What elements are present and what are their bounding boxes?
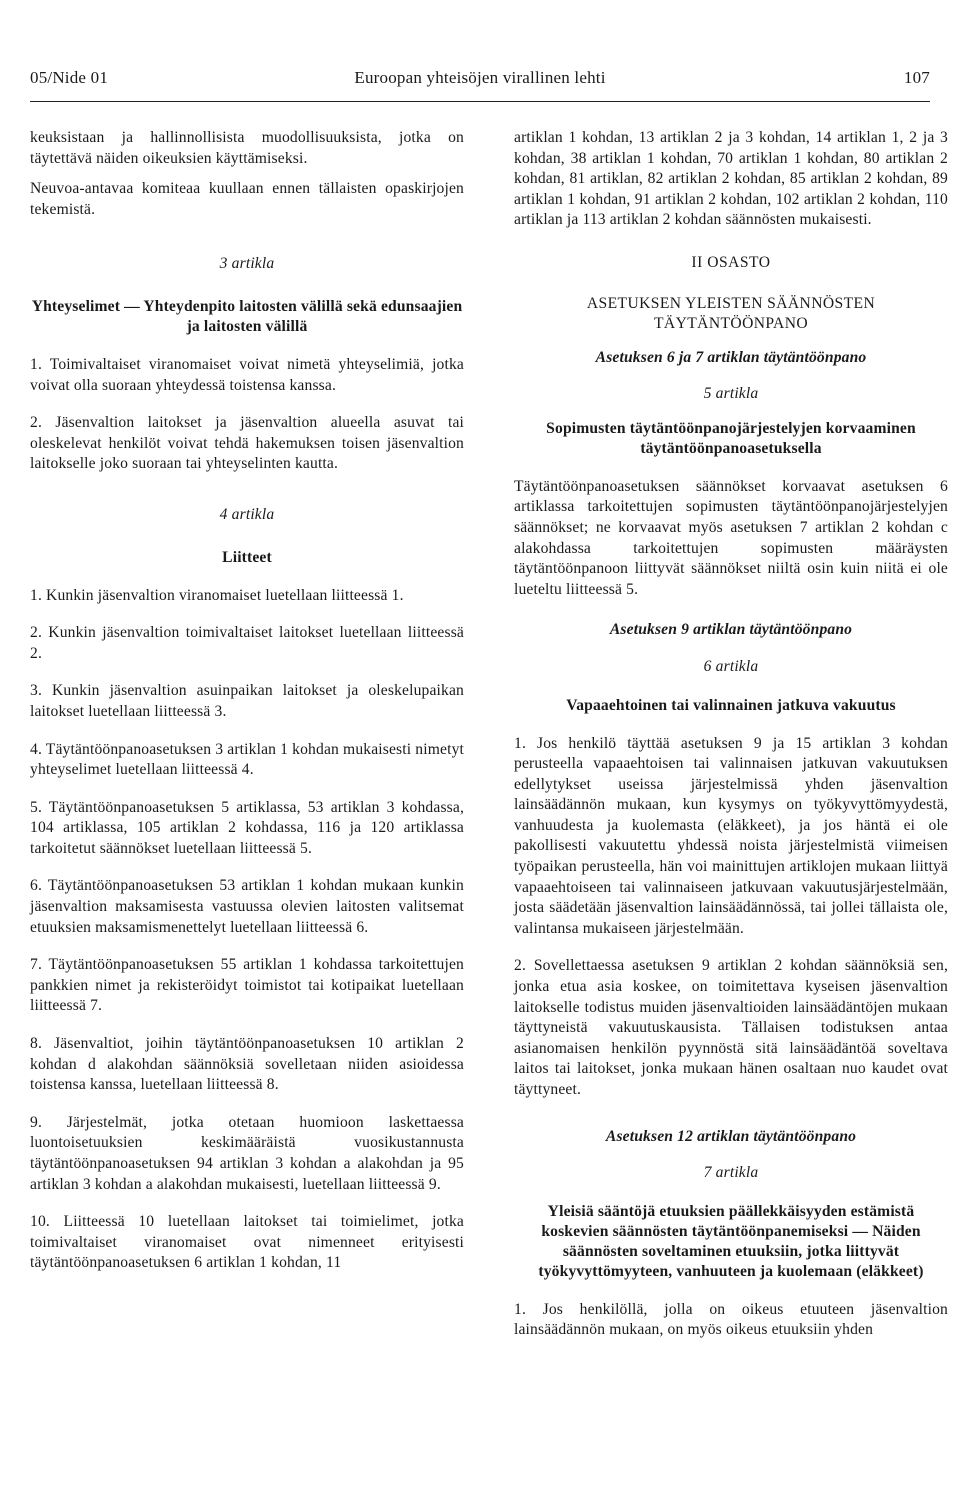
right-column: [514, 128, 948, 1358]
article-3-title: Yhteyselimet — Yhteydenpito laitosten välillä sekä edunsaajien ja laitosten välillä: [31, 297, 463, 335]
volume-number: 05/Nide 01: [30, 68, 109, 87]
article-6-title: Vapaaehtoinen tai valinnainen jatkuva vakuutus: [566, 696, 896, 714]
article-6-heading: 6 artikla: [703, 657, 759, 675]
section-heading-1: Asetuksen 6 ja 7 artiklan täytäntöönpano: [595, 348, 867, 366]
article-4-paragraph-1: 1. Kunkin jäsenvaltion viranomaiset luetellaan liitteessä 1.: [30, 586, 404, 604]
article-3-heading: 3 artikla: [219, 255, 275, 273]
article-3-paragraph-2: 2. Jäsenvaltion laitokset ja jäsenvaltion alueella asuvat tai oleskelevat henkilöt voivat tehdä hakemuksen toisen jäsenvaltion laitokselle joko suoraan tai yhteyselinten kautta.: [30, 414, 464, 473]
left-column: [30, 128, 464, 1291]
page-number: 107: [903, 68, 930, 87]
part-title-line-1: ASETUKSEN YLEISTEN SÄÄNNÖSTEN: [586, 294, 876, 312]
article-6-paragraph-2: 2. Sovellettaessa asetuksen 9 artiklan 2 kohdan säännöksiä sen, jonka etua asia koskee, on toimitettava kyseisen jäsenvaltion laitokselle todistus muiden jäsenvaltioiden lainsäädäntöjen mukaan täyttyneistä vakuutuskausista. Tällaisen todistuksen antaa asianomaisen henkilön pyynnöstä sitä lainsäädäntöä soveltava laitos tai laitokset, jonka mukaan hänen osaltaan nuo kaudet ovat täyttyneet.: [514, 957, 948, 1098]
article-5-paragraph: Täytäntöönpanoasetuksen säännökset korvaavat asetuksen 6 artiklassa tarkoitettujen sopimusten täytäntöönpanojärjestelyjen säännökset; ne korvaavat myös asetuksen 7 artiklan 2 kohdan c alakohdassa tarkoitettujen sopimusten määräysten täytäntöönpanoon liittyvät säännökset niiltä osin kuin niitä ei ole lueteltu liitteessä 5.: [514, 477, 948, 598]
article-3-paragraph-1: 1. Toimivaltaiset viranomaiset voivat nimetä yhteyselimiä, jotka voivat olla suoraan yhteydessä toistensa kanssa.: [30, 355, 464, 394]
article-4-paragraph-10: 10. Liitteessä 10 luetellaan laitokset tai toimielimet, jotka toimivaltaiset viranomaiset ovat nimenneet erityisesti täytäntöönpanoasetuksen 6 artiklan 1 kohdan, 11: [30, 1213, 464, 1272]
article-6-paragraph-1: 1. Jos henkilö täyttää asetuksen 9 ja 15 artiklan 3 kohdan perusteella vapaaehtoisen tai valinnaisen jatkuvan vakuutuksen edellytykset useissa järjestelmissä yhden jäsenvaltion lainsäädännön mukaan, kun kysymys on työkyvyttömyydestä, vanhuudesta ja kuolemasta (eläkkeet), ja jos häntä ei ole pakollisesti vakuutettu yhdessä noista järjestelmistä viimeisen työpaikan perusteella, hän voi mainittujen artiklojen mukaan liittyä vapaaehtoiseen tai valinnaiseen jatkuvaan vakuutusjärjestelmään, josta säädetään jäsenvaltion lainsäädännössä, tai jollei tällaista ole, valintansa mukaiseen järjestelmään.: [514, 734, 948, 937]
article-4-title: Liitteet: [222, 548, 272, 566]
article-4-paragraph-2: 2. Kunkin jäsenvaltion toimivaltaiset laitokset luetellaan liitteessä 2.: [30, 624, 464, 662]
article-7-paragraph-1: 1. Jos henkilöllä, jolla on oikeus etuuteen jäsenvaltion lainsäädännön mukaan, on myös oikeus etuuksiin yhden: [514, 1300, 948, 1339]
section-heading-3: Asetuksen 12 artiklan täytäntöönpano: [605, 1127, 857, 1145]
part-title: [514, 294, 948, 334]
article-4-paragraph-8: 8. Jäsenvaltiot, joihin täytäntöönpanoasetuksen 10 artiklan 2 kohdan d alakohdan säännöksiä sovelletaan niiden asioidessa toistensa kanssa, luetellaan liitteessä 8.: [30, 1035, 464, 1094]
intro-paragraph: keuksistaan ja hallinnollisista muodollisuuksista, jotka on täytettävä näiden oikeuksien käyttämiseksi.: [30, 129, 464, 167]
article-4-heading: 4 artikla: [219, 505, 275, 523]
journal-title: Euroopan yhteisöjen virallinen lehti: [354, 68, 606, 87]
article-4-paragraph-6: 6. Täytäntöönpanoasetuksen 53 artiklan 1 kohdan mukaan kunkin jäsenvaltion maksamisesta vastuussa olevien laitosten valitsemat etuuksien maksamismenettelyt luetellaan liitteessä 6.: [30, 877, 464, 936]
article-4-paragraph-9: 9. Järjestelmät, jotka otetaan huomioon laskettaessa luontoisetuuksien keskimääräistä vuosikustannusta täytäntöönpanoasetuksen 94 artiklan 3 kohdan a alakohdan ja 95 artiklan 3 kohdan a alakohdan mukaisesti, luetellaan liitteessä 9.: [30, 1113, 464, 1193]
article-7-title: Yleisiä sääntöjä etuuksien päällekkäisyyden estämistä koskevien säännösten täytäntöönpanemiseksi — Näiden säännösten soveltaminen etuuksiin, jotka liittyvät työkyvyttömyyteen, vanhuuteen ja kuolemaan (eläkkeet): [538, 1202, 924, 1280]
article-7-heading: 7 artikla: [703, 1164, 759, 1182]
consultation-paragraph: Neuvoa-antavaa komiteaa kuullaan ennen tällaisten opaskirjojen tekemistä.: [30, 180, 464, 218]
article-4-paragraph-4: 4. Täytäntöönpanoasetuksen 3 artiklan 1 kohdan mukaisesti nimetyt yhteyselimet luetellaan liitteessä 4.: [30, 740, 464, 779]
page-header: [30, 68, 930, 92]
part-title-line-2: TÄYTÄNTÖÖNPANO: [653, 314, 809, 332]
article-4-paragraph-7: 7. Täytäntöönpanoasetuksen 55 artiklan 1 kohdassa tarkoitettujen pankkien nimet ja rekisteröidyt toimistot tai kotipaikat luetellaan liitteessä 7.: [30, 956, 464, 1015]
section-heading-2: Asetuksen 9 artiklan täytäntöönpano: [609, 621, 853, 639]
continued-paragraph: artiklan 1 kohdan, 13 artiklan 2 ja 3 kohdan, 14 artiklan 1, 2 ja 3 kohdan, 38 artiklan 1 kohdan, 70 artiklan 1 kohdan, 80 artiklan 2 kohdan, 81 artiklan, 82 artiklan 2 kohdan, 85 artiklan 2 kohdan, 89 artiklan 1 kohdan, 91 artiklan 2 kohdan, 102 artiklan 2 kohdan, 110 artiklan ja 113 artiklan 2 kohdan säännösten mukaisesti.: [514, 129, 948, 229]
article-5-title: Sopimusten täytäntöönpanojärjestelyjen korvaaminen täytäntöönpanoasetuksella: [546, 419, 916, 457]
article-5-heading: 5 artikla: [703, 385, 759, 403]
header-rule: [30, 101, 930, 102]
article-4-paragraph-5: 5. Täytäntöönpanoasetuksen 5 artiklassa, 53 artiklan 3 kohdassa, 104 artiklassa, 105 artiklan 2 kohdassa, 116 ja 120 artiklassa tarkoitetut säännökset luetellaan liitteessä 5.: [30, 798, 464, 857]
article-4-paragraph-3: 3. Kunkin jäsenvaltion asuinpaikan laitokset ja oleskelupaikan laitokset luetellaan liitteessä 3.: [30, 682, 464, 720]
part-heading: II OSASTO: [691, 253, 771, 271]
